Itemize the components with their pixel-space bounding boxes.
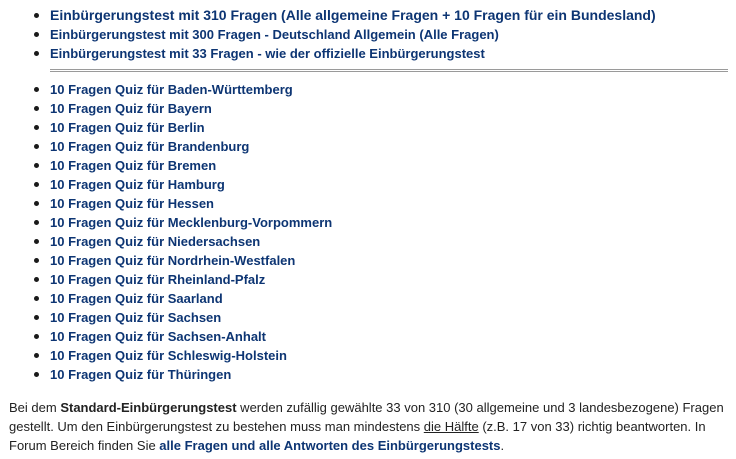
quiz-link-bayern[interactable]: 10 Fragen Quiz für Bayern <box>50 101 212 116</box>
forum-answers-link[interactable]: alle Fragen und alle Antworten des Einbürgerungstests <box>159 438 501 453</box>
quiz-link-rheinland-pfalz[interactable]: 10 Fragen Quiz für Rheinland-Pfalz <box>50 272 266 287</box>
list-item <box>26 118 726 137</box>
quiz-link-sachsen-anhalt[interactable]: 10 Fragen Quiz für Sachsen-Anhalt <box>50 329 266 344</box>
list-item <box>26 308 726 327</box>
info-text: Bei dem <box>9 400 61 415</box>
quiz-link-sachsen[interactable]: 10 Fragen Quiz für Sachsen <box>50 310 222 325</box>
bullet-icon <box>34 13 39 18</box>
quiz-link-hessen[interactable]: 10 Fragen Quiz für Hessen <box>50 196 214 211</box>
quiz-link-baden-wuerttemberg[interactable]: 10 Fragen Quiz für Baden-Württemberg <box>50 82 293 97</box>
test-300-link[interactable]: Einbürgerungstest mit 300 Fragen - Deutschland Allgemein (Alle Fragen) <box>50 27 499 42</box>
list-item <box>26 289 726 308</box>
bullet-icon <box>34 201 39 206</box>
quiz-link-nordrhein-westfalen[interactable]: 10 Fragen Quiz für Nordrhein-Westfalen <box>50 253 296 268</box>
bullet-icon <box>34 277 39 282</box>
test-options-list <box>26 6 726 63</box>
list-item <box>26 346 726 365</box>
list-item <box>26 44 726 63</box>
list-item <box>26 213 726 232</box>
bullet-icon <box>34 239 39 244</box>
section-divider <box>50 69 728 72</box>
list-item <box>26 251 726 270</box>
bullet-icon <box>34 334 39 339</box>
quiz-link-berlin[interactable]: 10 Fragen Quiz für Berlin <box>50 120 205 135</box>
list-item <box>26 137 726 156</box>
quiz-link-thueringen[interactable]: 10 Fragen Quiz für Thüringen <box>50 367 232 382</box>
list-item <box>26 6 726 25</box>
info-text: . <box>500 438 505 453</box>
half-emphasis: die Hälfte <box>423 419 479 434</box>
info-text: (z.B. 17 von 33) richtig beantworten. In Forum Bereich finden Sie <box>9 419 706 453</box>
list-item <box>26 327 726 346</box>
bullet-icon <box>34 163 39 168</box>
quiz-link-brandenburg[interactable]: 10 Fragen Quiz für Brandenburg <box>50 139 250 154</box>
bullet-icon <box>34 51 39 56</box>
quiz-link-saarland[interactable]: 10 Fragen Quiz für Saarland <box>50 291 223 306</box>
bullet-icon <box>34 125 39 130</box>
list-item <box>26 232 726 251</box>
list-item <box>26 80 726 99</box>
bullet-icon <box>34 353 39 358</box>
bullet-icon <box>34 372 39 377</box>
list-item <box>26 156 726 175</box>
info-paragraph <box>9 398 729 455</box>
bullet-icon <box>34 258 39 263</box>
quiz-link-hamburg[interactable]: 10 Fragen Quiz für Hamburg <box>50 177 225 192</box>
bullet-icon <box>34 296 39 301</box>
quiz-link-niedersachsen[interactable]: 10 Fragen Quiz für Niedersachsen <box>50 234 261 249</box>
quiz-link-schleswig-holstein[interactable]: 10 Fragen Quiz für Schleswig-Holstein <box>50 348 287 363</box>
bullet-icon <box>34 315 39 320</box>
test-310-link[interactable]: Einbürgerungstest mit 310 Fragen (Alle allgemeine Fragen + 10 Fragen für ein Bundesland) <box>50 7 656 23</box>
bullet-icon <box>34 106 39 111</box>
bullet-icon <box>34 32 39 37</box>
state-quiz-list <box>26 80 726 384</box>
bullet-icon <box>34 182 39 187</box>
standard-test-label: Standard-Einbürgerungstest <box>60 400 237 415</box>
list-item <box>26 194 726 213</box>
list-item <box>26 99 726 118</box>
list-item <box>26 175 726 194</box>
list-item <box>26 270 726 289</box>
test-33-link[interactable]: Einbürgerungstest mit 33 Fragen - wie der offizielle Einbürgerungstest <box>50 46 485 61</box>
quiz-link-bremen[interactable]: 10 Fragen Quiz für Bremen <box>50 158 217 173</box>
info-text: werden zufällig gewählte 33 von 310 (30 allgemeine und 3 landesbezogene) Fragen gestellt. Um den Einbürgerungstest zu bestehen muss man mindestens <box>9 400 724 434</box>
quiz-link-mecklenburg-vorpommern[interactable]: 10 Fragen Quiz für Mecklenburg-Vorpommern <box>50 215 333 230</box>
bullet-icon <box>34 144 39 149</box>
bullet-icon <box>34 87 39 92</box>
bullet-icon <box>34 220 39 225</box>
list-item <box>26 365 726 384</box>
list-item <box>26 25 726 44</box>
